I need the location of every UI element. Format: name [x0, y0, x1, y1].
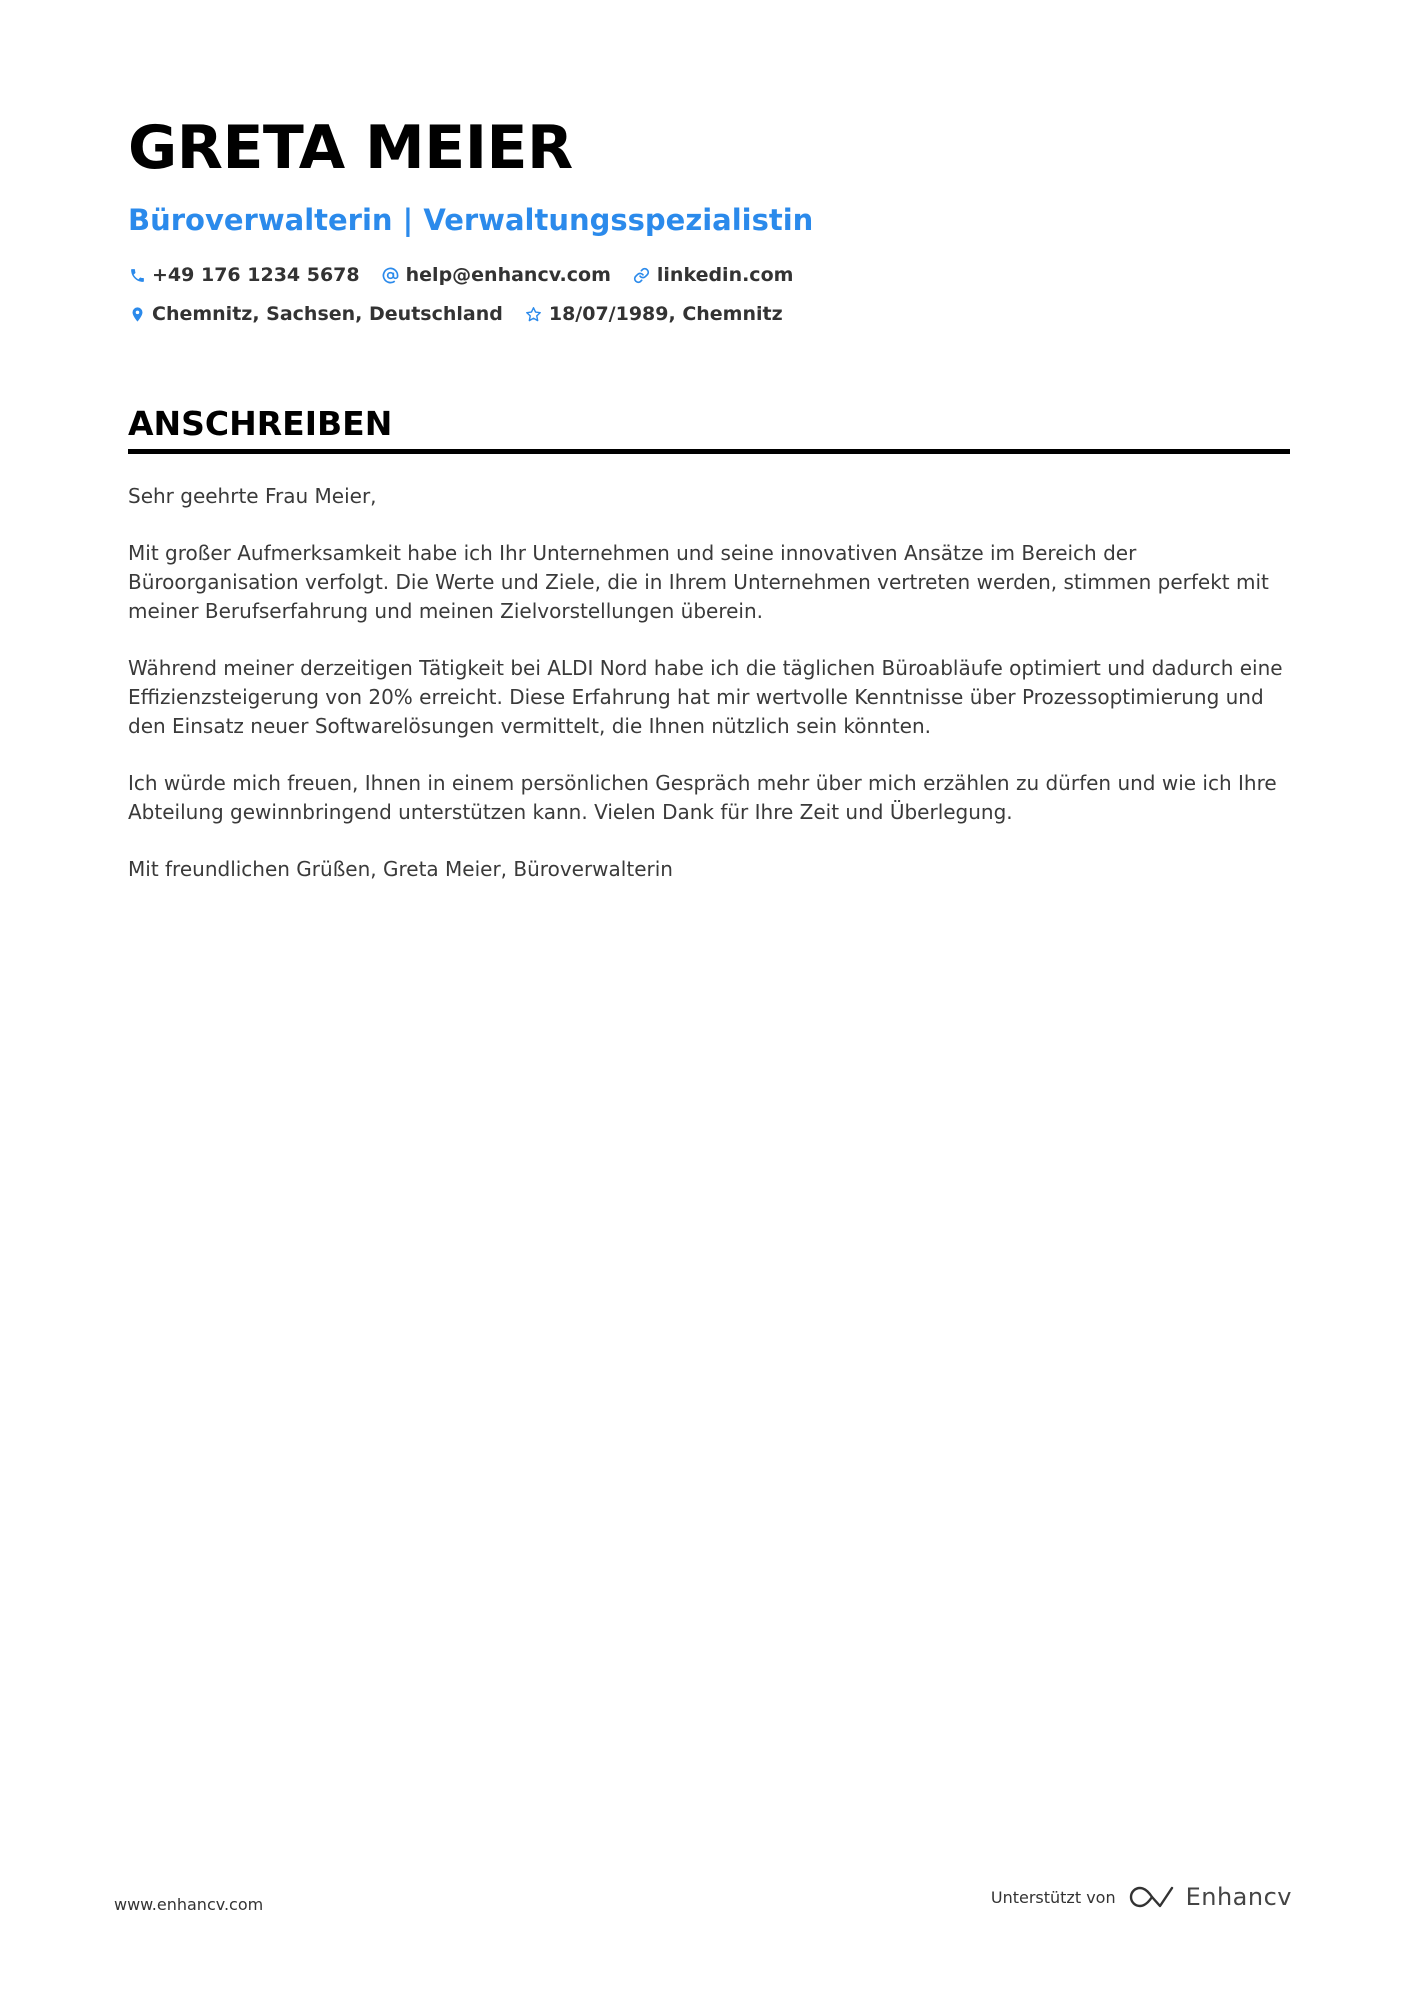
letter-paragraph: Ich würde mich freuen, Ihnen in einem persönlichen Gespräch mehr über mich erzählen zu dürfen und wie ich Ihre Abteilung gewinnbringend unterstützen kann. Vielen Dank für Ihre Zeit und Überlegung.	[128, 771, 1277, 824]
contact-list	[128, 260, 1168, 330]
phone-icon	[128, 267, 146, 285]
at-icon	[382, 267, 400, 285]
letter-paragraph: Während meiner derzeitigen Tätigkeit bei ALDI Nord habe ich die täglichen Büroabläufe optimiert und dadurch eine Effizienzsteigerung von 20% erreicht. Diese Erfahrung hat mir wertvolle Kenntnisse über Prozessoptimierung und den Einsatz neuer Softwarelösungen vermittelt, die Ihnen nützlich sein könnten.	[128, 656, 1283, 738]
contact-location-text: Chemnitz, Sachsen, Deutschland	[152, 303, 503, 325]
contact-birth	[525, 299, 783, 330]
section-title: ANSCHREIBEN	[128, 404, 393, 443]
contact-birth-text: 18/07/1989, Chemnitz	[548, 303, 783, 325]
enhancv-logo-icon	[1128, 1883, 1176, 1911]
letter-closing: Mit freundlichen Grüßen, Greta Meier, Büroverwalterin	[128, 857, 673, 881]
letter-salutation: Sehr geehrte Frau Meier,	[128, 484, 377, 508]
candidate-name: GRETA MEIER	[128, 113, 573, 183]
letter-body	[128, 482, 1290, 884]
letter-paragraph: Mit großer Aufmerksamkeit habe ich Ihr Unternehmen und seine innovativen Ansätze im Bereich der Büroorganisation verfolgt. Die Werte und Ziele, die in Ihrem Unternehmen vertreten werden, stimmen perfekt mit meiner Berufserfahrung und meinen Zielvorstellungen überein.	[128, 541, 1269, 623]
star-icon	[525, 306, 543, 324]
brand-name: Enhancv	[1185, 1883, 1292, 1911]
contact-phone	[128, 260, 360, 291]
contact-email[interactable]	[382, 260, 611, 291]
contact-linkedin-text: linkedin.com	[656, 264, 794, 286]
contact-location	[128, 299, 503, 330]
contact-linkedin[interactable]	[633, 260, 794, 291]
contact-email-text: help@enhancv.com	[405, 264, 611, 286]
location-pin-icon	[128, 306, 146, 324]
candidate-headline: Büroverwalterin | Verwaltungsspezialistin	[128, 203, 814, 237]
cover-letter-section	[128, 400, 1290, 912]
powered-by-label: Unterstützt von	[990, 1887, 1116, 1907]
header	[128, 108, 1288, 330]
footer-branding	[991, 1883, 1292, 1911]
contact-phone-text: +49 176 1234 5678	[152, 264, 360, 286]
footer-website[interactable]: www.enhancv.com	[114, 1895, 264, 1914]
link-icon	[633, 267, 651, 285]
section-divider	[128, 449, 1290, 454]
